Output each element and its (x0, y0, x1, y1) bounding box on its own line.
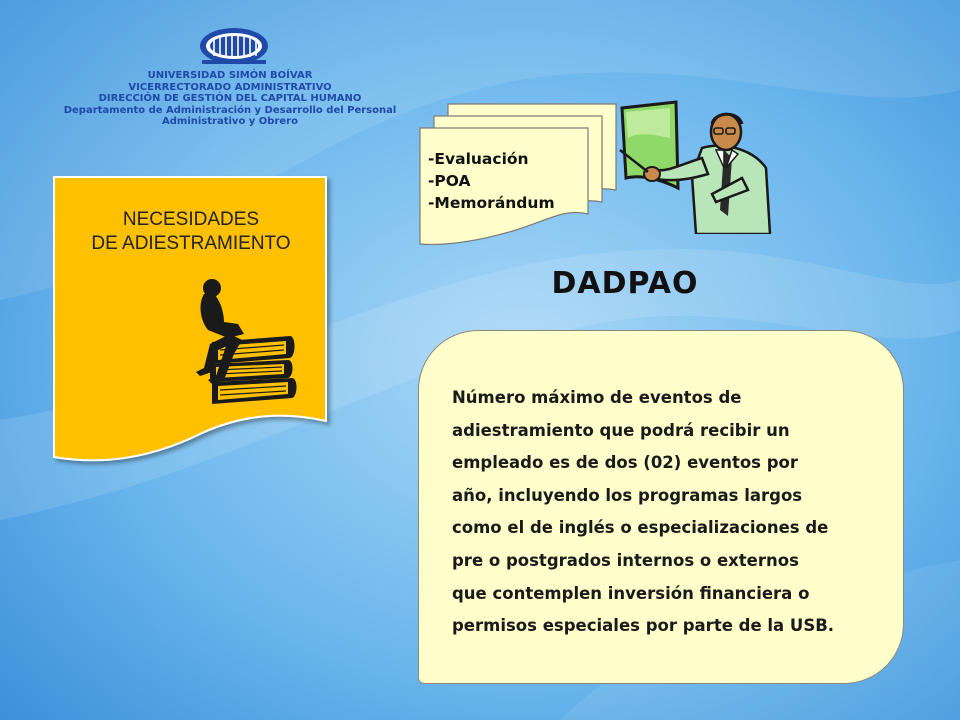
document-item: -Evaluación (428, 150, 529, 168)
header-line: VICERRECTORADO ADMINISTRATIVO (128, 81, 332, 93)
header-line: Departamento de Administración y Desarrollo del Personal (63, 104, 397, 116)
thinker-on-books-icon (190, 272, 300, 408)
info-line: adiestramiento que podrá recibir un (452, 420, 790, 440)
header-line: UNIVERSIDAD SIMÓN BOÍVAR (147, 70, 313, 81)
info-line: permisos especiales por parte de la USB. (452, 616, 835, 636)
documents-list (428, 148, 555, 214)
document-item: -Memorándum (428, 194, 555, 212)
needs-title (56, 208, 326, 256)
info-line: pre o postgrados internos o externos (452, 550, 799, 570)
header-line: DIRECCIÓN DE GESTIÓN DEL CAPITAL HUMANO (98, 93, 362, 104)
info-line: año, incluyendo los programas largos (452, 485, 803, 505)
header-line: Administrativo y Obrero (162, 116, 298, 127)
institution-header (40, 70, 420, 128)
document-item: -POA (428, 172, 471, 190)
info-line: Número máximo de eventos de (452, 388, 742, 407)
needs-title-line1: NECESIDADES (122, 209, 260, 230)
info-line: empleado es de dos (02) eventos por (452, 453, 799, 473)
info-line: como el de inglés o especializaciones de (452, 518, 829, 538)
info-line: que contemplen inversión financiera o (452, 583, 810, 603)
usb-logo-icon (198, 24, 270, 66)
teacher-presenting-icon (612, 98, 782, 234)
needs-title-line2: DE ADIESTRAMIENTO (91, 233, 291, 254)
info-text (452, 382, 892, 643)
dadpao-title: DADPAO (551, 266, 699, 301)
